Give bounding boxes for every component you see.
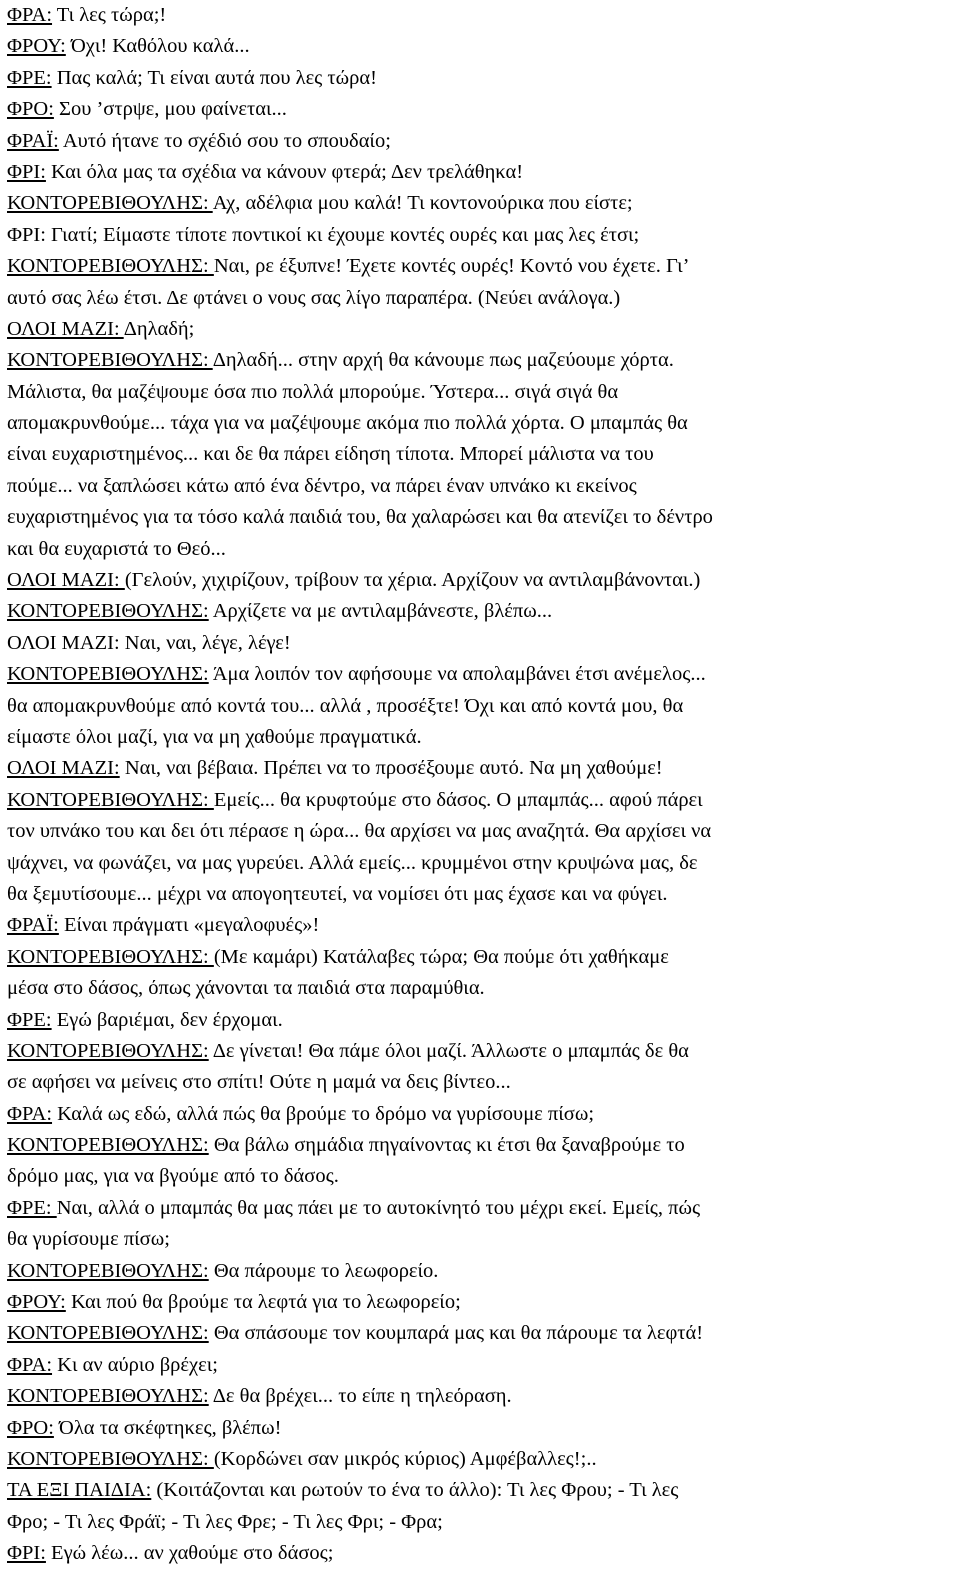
dialogue-text: ΦΡΙ: Γιατί; Είμαστε τίποτε ποντικοί κι έχουμε κοντές ουρές και μας λες έτσι; [7,223,640,246]
text-line [7,942,952,973]
document-page [7,0,952,1570]
speaker-label: ΦΡΑ: [7,1353,53,1376]
dialogue-text: πούμε... να ξαπλώσει κάτω από ένα δέντρο, να πάρει έναν υπνάκο κι εκείνος [7,474,637,497]
speaker-label: ΦΡΟΥ: [7,35,66,58]
speaker-label: ΚΟΝΤΟΡΕΒΙΘΟΥΛΗΣ: [7,945,214,968]
speaker-label: ΦΡΟΥ: [7,1291,66,1314]
dialogue-text: Φρο; - Τι λες Φράϊ; - Τι λες Φρε; - Τι λες Φρι; - Φρα; [7,1510,443,1533]
dialogue-text: Αυτό ήτανε το σχέδιό σου το σπουδαίο; [58,129,391,152]
text-line [7,220,952,251]
text-line [7,0,952,31]
text-line [7,973,952,1004]
text-line [7,283,952,314]
text-line [7,879,952,910]
text-line [7,596,952,627]
dialogue-text: Ναι, αλλά ο μπαμπάς θα μας πάει με το αυτοκίνητό του μέχρι εκεί. Εμείς, πώς [56,1196,701,1219]
text-line [7,1067,952,1098]
text-line [7,848,952,879]
dialogue-text: ψάχνει, να φωνάζει, να μας γυρεύει. Αλλά εμείς... κρυμμένοι στην κρυψώνα μας, δε [7,851,698,874]
text-line [7,1287,952,1318]
dialogue-text: δρόμο μας, για να βγούμε από το δάσος. [7,1165,339,1188]
dialogue-text: Εγώ βαριέμαι, δεν έρχομαι. [51,1008,283,1031]
dialogue-text: Θα σπάσουμε τον κουμπαρά μας και θα πάρουμε τα λεφτά! [208,1322,704,1345]
text-line [7,1224,952,1255]
text-line [7,1444,952,1475]
dialogue-text: είναι ευχαριστημένος... και δε θα πάρει είδηση τίποτα. Μπορεί μάλιστα να του [7,443,654,466]
dialogue-text: Δε γίνεται! Θα πάμε όλοι μαζί. Άλλωστε ο μπαμπάς δε θα [208,1039,689,1062]
dialogue-text: Εγώ λέω... αν χαθούμε στο δάσος; [45,1542,334,1565]
speaker-label: ΚΟΝΤΟΡΕΒΙΘΟΥΛΗΣ: [7,1447,214,1470]
text-line [7,534,952,565]
speaker-label: ΦΡΑΪ: [7,914,59,937]
dialogue-text: Δηλαδή... στην αρχή θα κάνουμε πως μαζεύουμε χόρτα. [212,349,674,372]
text-line [7,628,952,659]
text-line [7,1193,952,1224]
text-line [7,910,952,941]
dialogue-text: μέσα στο δάσος, όπως χάνονται τα παιδιά στα παραμύθια. [7,977,485,1000]
text-line [7,1507,952,1538]
dialogue-text: Σου ’στρψε, μου φαίνεται... [53,98,287,121]
dialogue-text: (Κοιτάζονται και ρωτούν το ένα το άλλο): Τι λες Φρου; - Τι λες [151,1479,679,1502]
dialogue-text: Και πού θα βρούμε τα λεφτά για το λεωφορείο; [65,1291,461,1314]
speaker-label: ΦΡΙ: [7,160,46,183]
dialogue-text: Όχι! Καθόλου καλά... [65,35,250,58]
text-line [7,188,952,219]
text-line [7,1350,952,1381]
dialogue-text: Πας καλά; Τι είναι αυτά που λες τώρα! [51,66,377,89]
text-line [7,377,952,408]
dialogue-text: Αρχίζετε να με αντιλαμβάνεστε, βλέπω... [208,600,553,623]
speaker-label: ΚΟΝΤΟΡΕΒΙΘΟΥΛΗΣ: [7,1134,209,1157]
speaker-label: ΟΛΟΙ ΜΑΖΙ: [7,569,125,592]
speaker-label: ΦΡΟ: [7,98,54,121]
text-line [7,659,952,690]
dialogue-text: Εμείς... θα κρυφτούμε στο δάσος. Ο μπαμπάς... αφού πάρει [213,788,703,811]
dialogue-text: Δηλαδή; [123,317,195,340]
text-line [7,314,952,345]
dialogue-text: θα ξεμυτίσουμε... μέχρι να απογοητευτεί, να νομίσει ότι μας έχασε και να φύγει. [7,882,668,905]
speaker-label: ΦΡΕ: [7,66,52,89]
speaker-label: ΦΡΑ: [7,1102,53,1125]
speaker-label: ΚΟΝΤΟΡΕΒΙΘΟΥΛΗΣ: [7,349,213,372]
speaker-label: ΦΡΟ: [7,1416,54,1439]
speaker-label: ΤΑ ΕΞΙ ΠΑΙΔΙΑ: [7,1479,152,1502]
text-line [7,1413,952,1444]
dialogue-text: Τι λες τώρα;! [52,4,167,26]
dialogue-text: ευχαριστημένος για τα τόσο καλά παιδιά του, θα χαλαρώσει και θα ατενίζει το δέντρο [7,506,713,529]
text-line [7,94,952,125]
text-line [7,251,952,282]
dialogue-text: Καλά ως εδώ, αλλά πώς θα βρούμε το δρόμο να γυρίσουμε πίσω; [52,1102,595,1125]
text-line [7,439,952,470]
dialogue-text: Είναι πράγματι «μεγαλοφυές»! [58,914,320,937]
text-line [7,157,952,188]
speaker-label: ΚΟΝΤΟΡΕΒΙΘΟΥΛΗΣ: [7,663,209,686]
speaker-label: ΦΡΕ: [7,1008,52,1031]
text-line [7,816,952,847]
dialogue-text: Θα βάλω σημάδια πηγαίνοντας κι έτσι θα ξαναβρούμε το [208,1134,685,1157]
text-line [7,1318,952,1349]
dialogue-text: θα γυρίσουμε πίσω; [7,1228,170,1251]
speaker-label: ΦΡΑΪ: [7,129,59,152]
text-line [7,565,952,596]
speaker-label: ΚΟΝΤΟΡΕΒΙΘΟΥΛΗΣ: [7,255,214,278]
dialogue-text: Θα πάρουμε το λεωφορείο. [208,1259,439,1282]
dialogue-text: είμαστε όλοι μαζί, για να μη χαθούμε πραγματικά. [7,725,422,748]
speaker-label: ΚΟΝΤΟΡΕΒΙΘΟΥΛΗΣ: [7,1322,209,1345]
dialogue-text: τον υπνάκο του και δει ότι πέρασε η ώρα... θα αρχίσει να μας αναζητά. Θα αρχίσει να [7,820,712,843]
dialogue-text: Κι αν αύριο βρέχει; [52,1353,218,1376]
text-line [7,63,952,94]
speaker-label: ΦΡΙ: [7,1542,46,1565]
text-line [7,345,952,376]
dialogue-text: (Κορδώνει σαν μικρός κύριος) Αμφέβαλλες!;.. [213,1447,597,1470]
dialogue-text: Ναι, ναι βέβαια. Πρέπει να το προσέξουμε αυτό. Να μη χαθούμε! [119,757,663,780]
text-line [7,1005,952,1036]
speaker-label: ΟΛΟΙ ΜΑΖΙ: [7,317,124,340]
dialogue-text: Μάλιστα, θα μαζέψουμε όσα πιο πολλά μπορούμε. Ύστερα... σιγά σιγά θα [7,380,619,403]
speaker-label: ΚΟΝΤΟΡΕΒΙΘΟΥΛΗΣ: [7,788,214,811]
dialogue-text: Δε θα βρέχει... το είπε η τηλεόραση. [208,1385,512,1408]
dialogue-text: θα απομακρυνθούμε από κοντά του... αλλά , προσέξτε! Όχι και από κοντά μου, θα [7,694,684,717]
text-line [7,785,952,816]
text-line [7,408,952,439]
dialogue-text: ΟΛΟΙ ΜΑΖΙ: Ναι, ναι, λέγε, λέγε! [7,631,291,654]
speaker-label: ΚΟΝΤΟΡΕΒΙΘΟΥΛΗΣ: [7,192,213,215]
dialogue-text: σε αφήσει να μείνεις στο σπίτι! Ούτε η μαμά να δεις βίντεο... [7,1071,511,1094]
dialogue-text: Όλα τα σκέφτηκες, βλέπω! [53,1416,282,1439]
speaker-label: ΦΡΑ: [7,4,53,26]
dialogue-text: Και όλα μας τα σχέδια να κάνουν φτερά; Δεν τρελάθηκα! [45,160,524,183]
text-line [7,471,952,502]
dialogue-text: (Με καμάρι) Κατάλαβες τώρα; Θα πούμε ότι χαθήκαμε [213,945,669,968]
text-line [7,502,952,533]
text-line [7,126,952,157]
speaker-label: ΚΟΝΤΟΡΕΒΙΘΟΥΛΗΣ: [7,1259,209,1282]
text-line [7,1130,952,1161]
text-line [7,31,952,62]
text-line [7,1538,952,1569]
speaker-label: ΚΟΝΤΟΡΕΒΙΘΟΥΛΗΣ: [7,1039,209,1062]
text-line [7,1036,952,1067]
text-line [7,691,952,722]
speaker-label: ΟΛΟΙ ΜΑΖΙ: [7,757,120,780]
text-line [7,753,952,784]
dialogue-text: (Γελούν, χιχιρίζουν, τρίβουν τα χέρια. Αρχίζουν να αντιλαμβάνονται.) [124,569,701,592]
text-line [7,1475,952,1506]
dialogue-text: Αχ, αδέλφια μου καλά! Τι κοντονούρικα που είστε; [212,192,633,215]
dialogue-text: Άμα λοιπόν τον αφήσουμε να απολαμβάνει έτσι ανέμελος... [208,663,706,686]
text-line [7,1161,952,1192]
dialogue-text: και θα ευχαριστά το Θεό... [7,537,226,560]
speaker-label: ΚΟΝΤΟΡΕΒΙΘΟΥΛΗΣ: [7,600,209,623]
dialogue-text: αυτό σας λέω έτσι. Δε φτάνει ο νους σας λίγο παραπέρα. (Νεύει ανάλογα.) [7,286,621,309]
speaker-label: ΦΡΕ: [7,1196,57,1219]
dialogue-text: Ναι, ρε έξυπνε! Έχετε κοντές ουρές! Κοντό νου έχετε. Γι’ [213,255,690,278]
text-line [7,1099,952,1130]
dialogue-text: απομακρυνθούμε... τάχα για να μαζέψουμε ακόμα πιο πολλά χόρτα. Ο μπαμπάς θα [7,412,688,435]
speaker-label: ΚΟΝΤΟΡΕΒΙΘΟΥΛΗΣ: [7,1385,209,1408]
text-line [7,1256,952,1287]
text-line [7,1381,952,1412]
text-line [7,722,952,753]
